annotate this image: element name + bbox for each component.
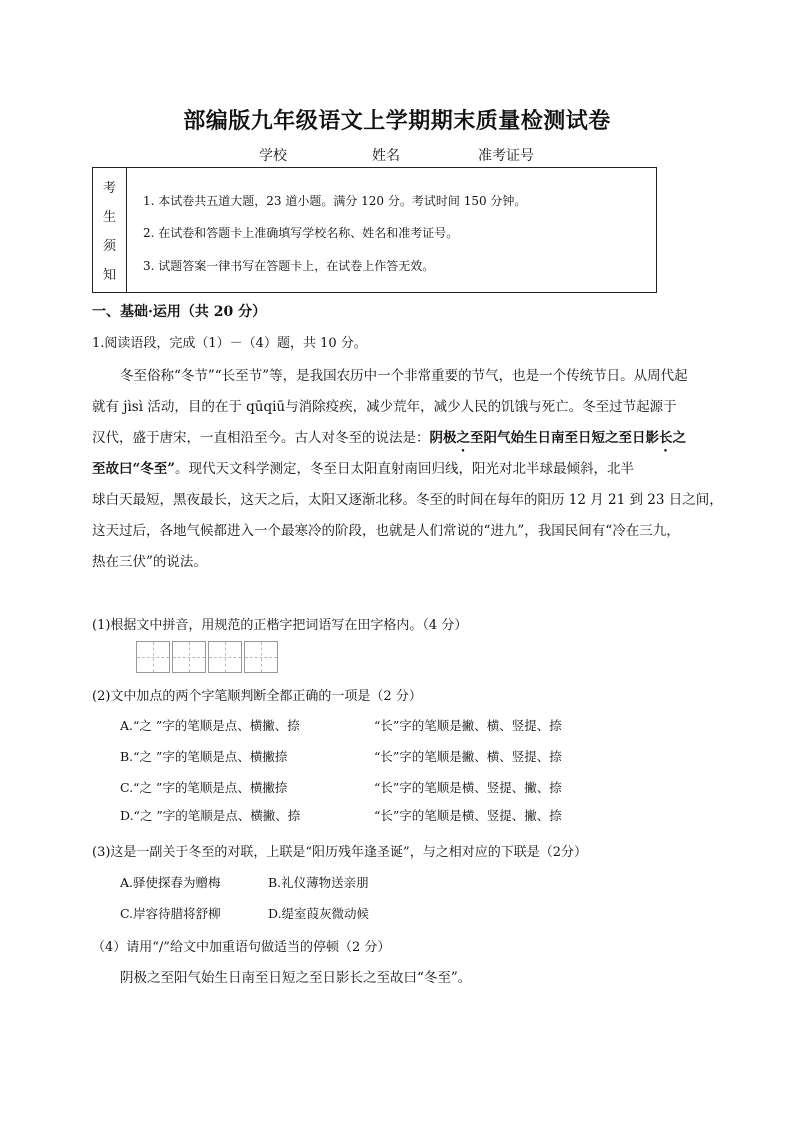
exam-id-field-label: 准考证号 [478, 148, 534, 164]
tianzi-cell[interactable] [244, 641, 278, 673]
option-d-right: “长”字的笔顺是横、竖提、撇、捺 [374, 808, 562, 823]
passage-line: 冬至俗称“冬节”“长至节”等，是我国农历中一个非常重要的节气，也是一个传统节日。从周代起 [120, 368, 688, 384]
name-field-label: 姓名 [372, 148, 400, 164]
school-field-label: 学校 [259, 148, 287, 164]
passage-text: 汉代，盛于唐宋，一直相沿至今。古人对冬至的说法是： [92, 430, 430, 446]
option-c-left[interactable]: C.“之 ”字的笔顺是点、横撇捺 [120, 780, 288, 795]
sub-question-3-prompt: (3)这是一副关于冬至的对联，上联是“阳历残年逢圣诞”，与之相对应的下联是（2分） [92, 845, 587, 860]
option-d[interactable]: D.缇室葭灰微动候 [268, 906, 370, 921]
passage-line: 就有 jìsì 活动，目的在于 qūqiū与消除疫疾，减少荒年，减少人民的饥饿与死亡。冬至过节起源于 [92, 399, 677, 415]
passage-line [92, 426, 686, 455]
option-b-right: “长”字的笔顺是撇、横、竖提、捺 [374, 749, 562, 764]
option-a[interactable]: A.驿使探春为赠梅 [120, 875, 221, 890]
sub-question-4-prompt: （4）请用“/”给文中加重语句做适当的停顿（2 分） [92, 940, 391, 955]
option-c[interactable]: C.岸容待腊将舒柳 [120, 906, 221, 921]
notice-label-column [93, 168, 127, 292]
passage-line: 热在三伏”的说法。 [92, 554, 207, 570]
section-heading: 一、基础·运用（共 20 分） [92, 304, 267, 320]
notice-label-char: 须 [102, 239, 116, 254]
tianzi-cell[interactable] [208, 641, 242, 673]
option-a-left[interactable]: A.“之 ”字的笔顺是点、横撇、捺 [120, 718, 300, 733]
tianzi-cell[interactable] [136, 641, 170, 673]
exam-notice-box [92, 167, 657, 293]
notice-item: 2. 在试卷和答题卡上准确填写学校名称、姓名和准考证号。 [143, 226, 459, 240]
dotted-char-chang: 长 [659, 430, 673, 446]
passage-line: 球白天最短，黑夜最长，这天之后，太阳又逐渐北移。冬至的时间在每年的阳历 12 月 21 到 23 日之间， [92, 492, 723, 508]
notice-label-char: 知 [102, 268, 116, 283]
notice-item: 3. 试题答案一律书写在答题卡上，在试卷上作答无效。 [143, 259, 435, 273]
option-a-right: “长”字的笔顺是撇、横、竖提、捺 [374, 718, 562, 733]
notice-label-char: 生 [102, 210, 116, 225]
option-b[interactable]: B.礼仪薄物送亲朋 [268, 875, 369, 890]
dotted-char-zhi: 之 [456, 430, 470, 446]
option-b-left[interactable]: B.“之 ”字的笔顺是点、横撇捺 [120, 749, 288, 764]
pause-sentence: 阴极之至阳气始生日南至日短之至日影长之至故曰“冬至”。 [120, 970, 472, 986]
tianzi-grid[interactable] [136, 641, 280, 673]
notice-label-char: 考 [102, 181, 116, 196]
option-d-left[interactable]: D.“之 ”字的笔顺是点、横撇、捺 [120, 808, 301, 823]
question-1-prompt: 1.阅读语段，完成（1）－（4）题，共 10 分。 [92, 336, 367, 351]
notice-item: 1. 本试卷共五道大题，23 道小题。满分 120 分。考试时间 150 分钟。 [143, 194, 527, 208]
emphasized-sentence-end: 至故曰“冬至” [92, 461, 176, 477]
passage-line [92, 457, 634, 477]
passage-text: 。现代天文科学测定，冬至日太阳直射南回归线，阳光对北半球最倾斜，北半 [175, 461, 635, 477]
sub-question-1-prompt: (1)根据文中拼音，用规范的正楷字把词语写在田字格内。（4 分） [92, 618, 468, 633]
passage-line: 这天过后，各地气候都进入一个最寒冷的阶段，也就是人们常说的“进九”，我国民间有“冷在三九， [92, 523, 680, 539]
option-c-right: “长”字的笔顺是横、竖提、撇、捺 [374, 780, 562, 795]
emphasized-sentence: 阴极之至阳气始生日南至日短之至日影长之 [429, 430, 686, 446]
tianzi-cell[interactable] [172, 641, 206, 673]
sub-question-2-prompt: (2)文中加点的两个字笔顺判断全都正确的一项是（2 分） [92, 689, 422, 704]
page-title: 部编版九年级语文上学期期末质量检测试卷 [183, 108, 611, 134]
